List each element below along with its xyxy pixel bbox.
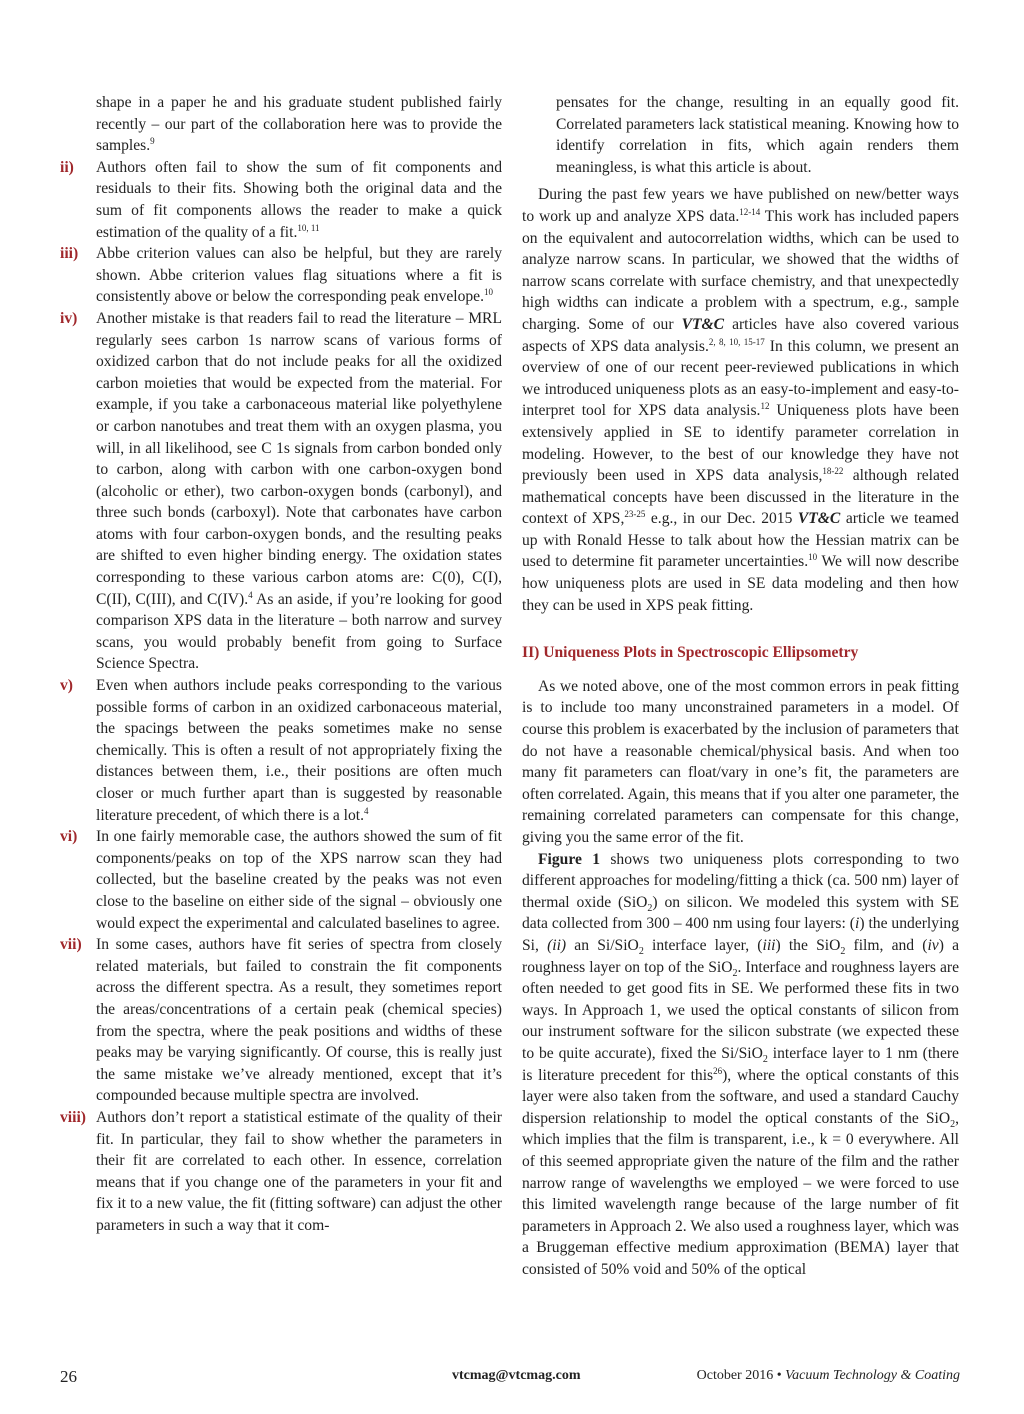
citation-ref: 12	[760, 401, 770, 412]
list-item	[60, 157, 502, 243]
magazine-abbrev: VT&C	[681, 315, 725, 333]
citation-ref: 9	[150, 136, 155, 146]
list-number: iv)	[60, 309, 78, 327]
body-text: We will now describe how uniqueness plots are used in SE data modeling and then how they can be used in XPS peak fitting.	[522, 553, 959, 614]
citation-ref: 23-25	[624, 509, 646, 520]
body-text: This work has included papers on the equivalent and autocorrelation widths, which can be used to analyze narrow scans. In particular, we showed that the widths of narrow scans correlate with surface chemistry, and that unexpectedly high widths can indicate a problem with a spectrum, e.g., sample charging. Some of our	[522, 207, 959, 333]
paragraph	[522, 184, 959, 616]
citation-ref: 10, 11	[297, 222, 320, 233]
body-text: In this column, we present an overview of one of our recent peer-reviewed publications in which we introduced uniqueness plots as an easy-to-implement and easy-to-interpret tool for XPS data analysis.	[522, 337, 960, 420]
body-text: ) the underlying Si,	[522, 915, 959, 954]
body-text: In some cases, authors have fit series of spectra from closely related materials, but failed to constrain the fit components across the different spectra. As a result, they sometimes report the areas/concentrations of a certain peak (chemical species) from the spectra, where the peak positions and widths of these peaks may be varying significantly. Of course, this is really just the same mistake we’ve already mentioned, except that it’s compounded because multiple spectra are involved.	[96, 936, 502, 1105]
body-text: Another mistake is that readers fail to read the literature – MRL regularly sees carbon 1s narrow scans of various forms of oxidized carbon that do not include peaks for all the oxidized carbon moieties that would be expected from the material. For example, if you take a carbonaceous material like polyethylene or carbon nanotubes and treat them with an oxygen plasma, you will, in all likelihood, see C 1s signals from carbon bonded only to carbon, along with carbon with one carbon-oxygen bond (alcoholic or ether), two carbon-oxygen bonds (carbonyl), and three such bonds (carboxyl). Note that carbonates have carbon atoms with four carbon-oxygen bonds, and the resulting peaks are shifted to even higher binding energy. The oxidation states corresponding to these various carbon atoms are: C(0), C(I), C(II), C(III), and C(IV).	[96, 309, 502, 608]
citation-ref: 2, 8, 10, 15-17	[708, 336, 765, 347]
list-number: vii)	[60, 936, 82, 954]
citation-ref: 10	[808, 552, 818, 563]
citation-ref: 4	[248, 589, 253, 600]
bullet-separator: •	[776, 1368, 782, 1383]
body-text: interface layer to 1 nm (there is literature precedent for this	[522, 1044, 959, 1084]
body-text: , which implies that the film is transparent, i.e., k = 0 everywhere. All of this seemed appropriate given the nature of the film and the rather narrow range of wavelengths we employed – we were forced to use this limited wavelength range because of the large number of fit parameters in Approach 2. We also used a roughness layer, which was a Bruggeman effective medium approximation (BEMA) layer that consisted of 50% void and 50% of the optical	[522, 1109, 959, 1278]
continuation-paragraph	[522, 92, 959, 178]
body-text: e.g., in our Dec. 2015	[645, 510, 798, 528]
page-number: 26	[60, 1367, 77, 1386]
list-number: viii)	[60, 1108, 86, 1126]
left-column	[60, 92, 502, 1236]
body-text: shape in a paper he and his graduate student published fairly recently – our part of the collaboration here was to provide the samples.	[96, 94, 502, 155]
page-footer	[60, 1367, 960, 1389]
list-item-continuation	[60, 92, 502, 157]
subscript: 2	[762, 1054, 768, 1066]
body-text: ) the SiO	[775, 936, 841, 954]
list-item	[60, 1107, 502, 1237]
magazine-title: Vacuum Technology & Coating	[785, 1368, 960, 1383]
section-heading: II) Uniqueness Plots in Spectroscopic Ellipsometry	[522, 644, 859, 662]
body-text: As we noted above, one of the most common errors in peak fitting is to include too many unconstrained parameters in a model. Of course this problem is exacerbated by the inclusion of parameters that do not have a reasonable chemical/physical basis. And when too many fit parameters can float/vary in one’s fit, the parameters are often correlated. Again, this means that if you alter one parameter, the remaining correlated parameters can compensate for this change, giving you the same error of the fit.	[522, 677, 959, 846]
subscript: 2	[647, 902, 653, 914]
body-text: ) on silicon. We modeled this system with SE data collected from 300 – 400 nm using four layers: (	[522, 893, 959, 933]
list-number: v)	[60, 677, 73, 695]
body-text: Uniqueness plots have been extensively applied in SE to identify parameter correlation in modeling. However, to the best of our knowledge they have not previously been used in XPS data analysis,	[522, 402, 959, 485]
paragraph	[522, 676, 959, 849]
subscript: 2	[732, 967, 738, 979]
citation-ref: 10	[484, 287, 493, 298]
body-text: article we teamed up with Ronald Hesse to talk about how the Hessian matrix can be used to determine fit parameter uncertainties.	[522, 510, 959, 571]
list-number: vi)	[60, 828, 78, 846]
body-text: During the past few years we have published on new/better ways to work up and analyze XPS data.	[522, 186, 959, 225]
list-item	[60, 826, 502, 934]
citation-ref: 4	[364, 805, 369, 816]
body-text: ) a roughness layer on top of the SiO	[522, 936, 960, 976]
body-text: Authors often fail to show the sum of fit components and residuals to their fits. Showing both the original data and the sum of fit components allows the reader to make a quick estimation of the quality of a fit.	[96, 158, 502, 241]
body-text: although related mathematical concepts have been discussed in the literature in the context of XPS,	[522, 467, 959, 528]
issue-date: October 2016	[696, 1368, 774, 1383]
body-text: Even when authors include peaks corresponding to the various possible forms of carbon in an oxidized carbonaceous material, the spacings between the peaks sometimes make no sense chemically. This is often a result of not appropriately fixing the distances between them, i.e., their positions are often much closer or much further apart than is suggested by reasonable literature precedent, of which there is a lot.	[96, 677, 502, 824]
body-text: shows two uniqueness plots corresponding to two different approaches for modeling/fitting a thick (ca. 500 nm) layer of thermal oxide (SiO	[522, 850, 959, 911]
list-number: ii)	[60, 158, 74, 176]
body-text: an Si/SiO	[566, 936, 639, 954]
magazine-abbrev: VT&C	[797, 510, 841, 528]
subscript: 2	[950, 1118, 956, 1130]
list-number: iii)	[60, 245, 79, 263]
body-text: interface layer, (	[643, 936, 763, 954]
list-label: i	[854, 915, 860, 933]
list-item	[60, 243, 502, 308]
body-text: In one fairly memorable case, the authors showed the sum of fit components/peaks on top of the XPS narrow scan they had collected, but the baseline created by the peaks was not even close to the baseline on either side of the signal – obviously one would expect the experimental and calculated baselines to agree.	[96, 828, 502, 932]
list-item	[60, 308, 502, 675]
body-text: Abbe criterion values can also be helpful, but they are rarely shown. Abbe criterion values flag situations where a fit is consistently above or below the corresponding peak envelope.	[96, 245, 502, 306]
paragraph	[522, 849, 959, 1281]
figure-reference: Figure 1	[538, 850, 601, 868]
list-item	[60, 934, 502, 1107]
list-label: iv	[927, 936, 939, 954]
subscript: 2	[638, 946, 644, 958]
subscript: 2	[840, 946, 846, 958]
list-item	[60, 675, 502, 826]
body-text: pensates for the change, resulting in an equally good fit. Correlated parameters lack statistical meaning. Knowing how to identify correlation in fits, which again renders them meaningless, is what this article is about.	[556, 94, 959, 176]
issue-info	[697, 1368, 960, 1384]
body-text: articles have also covered various aspects of XPS data analysis.	[522, 315, 960, 355]
citation-ref: 12-14	[739, 206, 761, 217]
body-text: film, and (	[845, 936, 928, 954]
citation-ref: 26	[713, 1065, 723, 1076]
right-column	[522, 92, 959, 1280]
body-text: Authors don’t report a statistical estimate of the quality of their fit. In particular, they fail to show whether the parameters in their fit are correlated to each other. In essence, correlation means that if you change one of the parameters in your fit and fix it to a new value, the fit (fitting software) can adjust the other parameters in such a way that it com-	[96, 1108, 502, 1234]
body-text: As an aside, if you’re looking for good comparison XPS data in the literature – both narrow and survey scans, you would probably benefit from going to Surface Science Spectra.	[96, 590, 502, 673]
body-text: . Interface and roughness layers are often needed to get good fits in SE. We performed these fits in two ways. In Approach 1, we used the optical constants of silicon from our instrument software for the silicon substrate (we expected these to be quite accurate), fixed the Si/SiO	[522, 958, 959, 1062]
list-label: iii	[762, 936, 776, 954]
list-label: (ii)	[547, 936, 567, 954]
citation-ref: 18-22	[822, 465, 844, 476]
body-text: ), where the optical constants of this layer were also taken from the software, and used a standard Cauchy dispersion relationship to model the optical constants of the SiO	[522, 1066, 959, 1127]
contact-email[interactable]: vtcmag@vtcmag.com	[452, 1368, 581, 1383]
